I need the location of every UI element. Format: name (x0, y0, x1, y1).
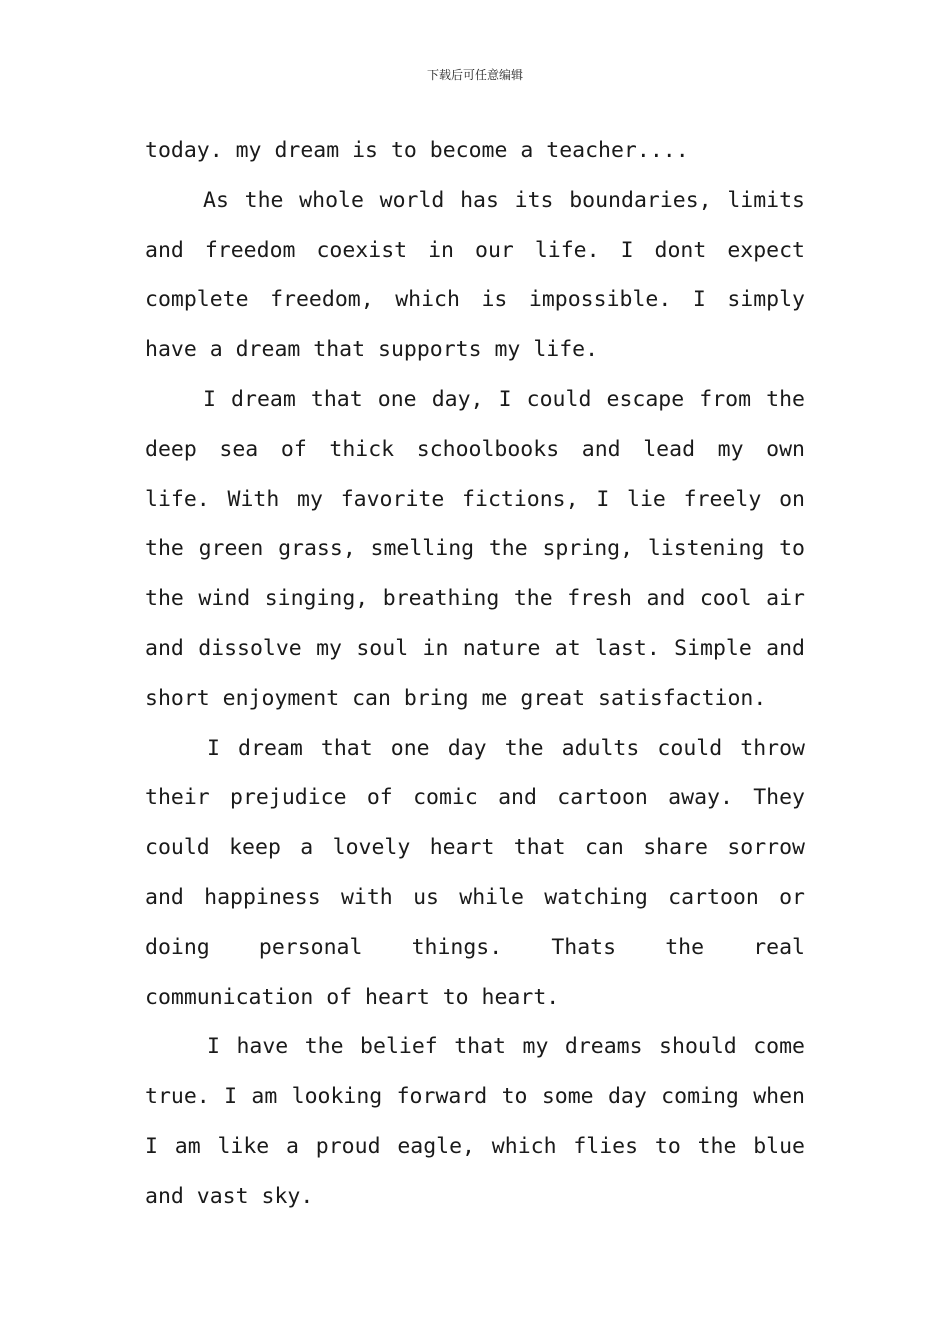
paragraph-3: I dream that one day, I could escape from the deep sea of thick schoolbooks and lead my own life. With my favorite fictions, I lie freely on the green grass, smelling the spring, listening to the wind singing, breathing the fresh and cool air and dissolve my soul in nature at last. Simple and short enjoyment can bring me great satisfaction. (145, 386, 805, 711)
document-body (145, 126, 805, 1222)
paragraph-4: I dream that one day the adults could throw their prejudice of comic and cartoon away. They could keep a lovely heart that can share sorrow and happiness with us while watching cartoon or doing personal things. Thats the real communication of heart to heart. (145, 735, 805, 1010)
paragraph-5: I have the belief that my dreams should come true. I am looking forward to some day coming when I am like a proud eagle, which flies to the blue and vast sky. (145, 1034, 805, 1209)
paragraph-1: today. my dream is to become a teacher.... (145, 138, 689, 163)
paragraph-2: As the whole world has its boundaries, limits and freedom coexist in our life. I dont expect complete freedom, which is impossible. I simply have a dream that supports my life. (145, 187, 805, 363)
page-header: 下载后可任意编辑 (426, 68, 523, 82)
